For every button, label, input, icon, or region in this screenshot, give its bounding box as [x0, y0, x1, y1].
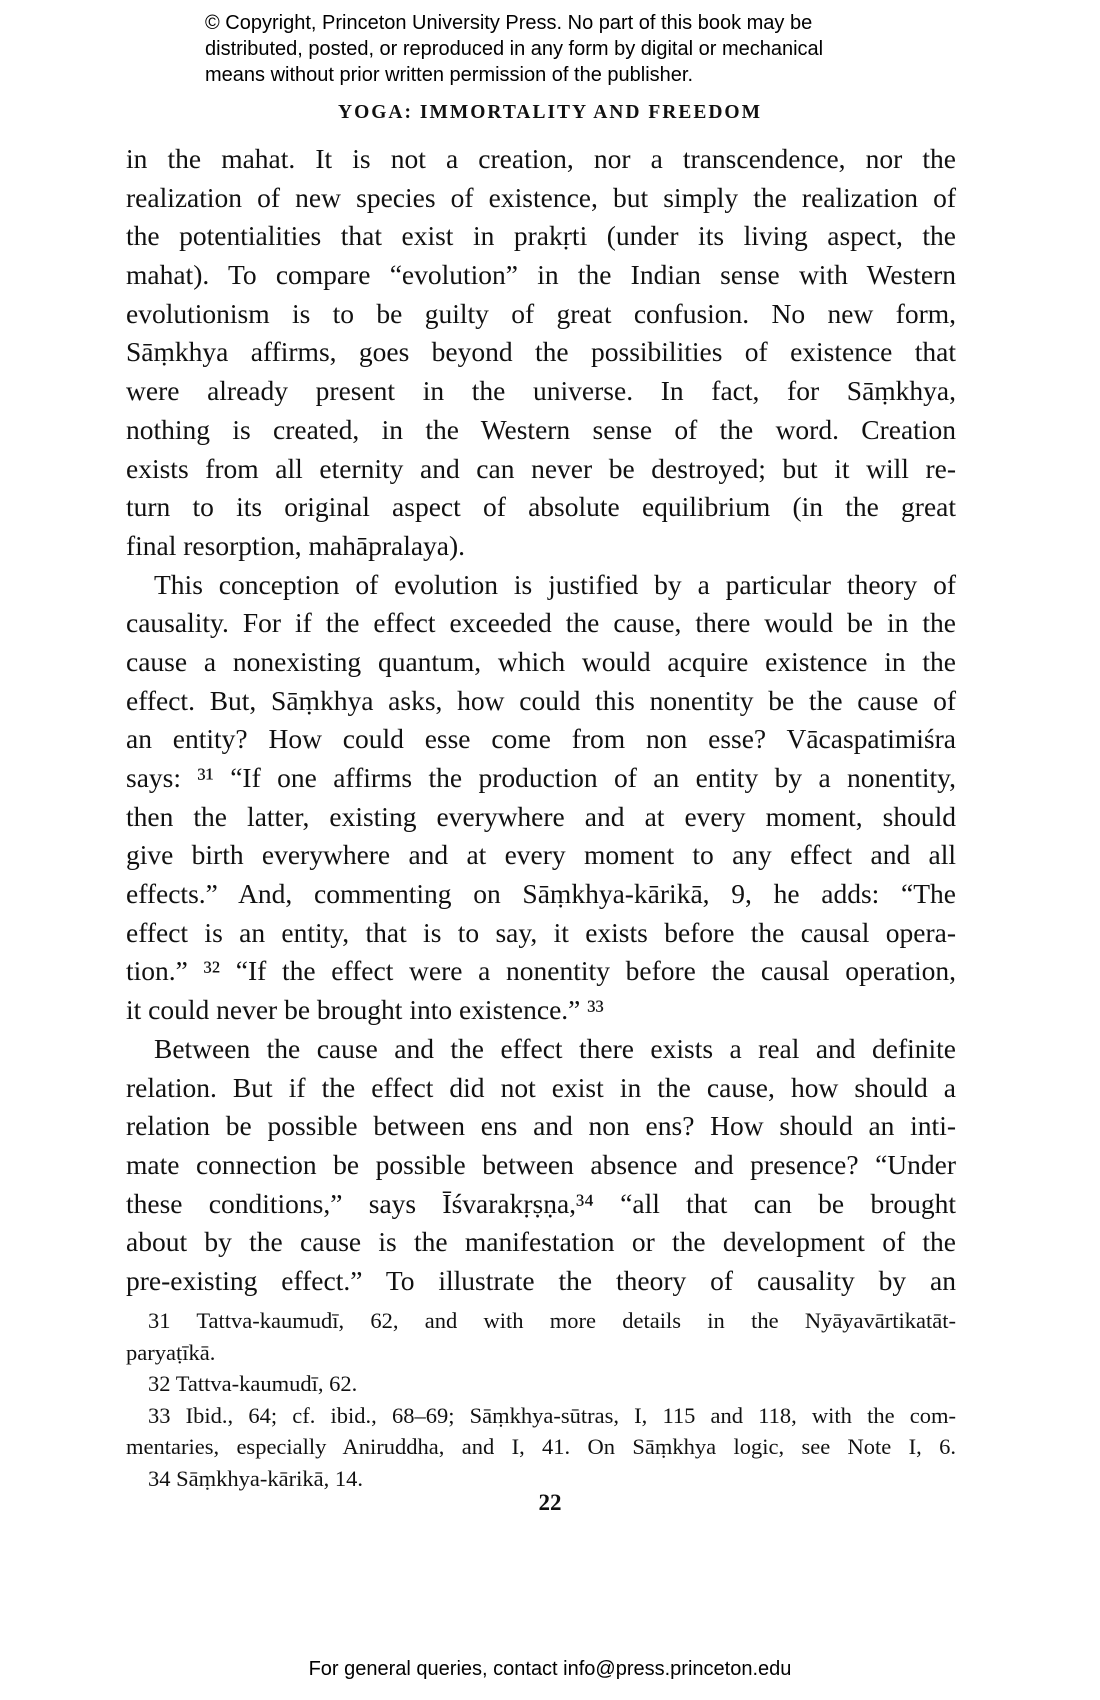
text-line: says: ³¹ “If one affirms the production of an entity by a nonentity, [126, 762, 956, 793]
text-line: effects.” And, commenting on Sāṃkhya-kārikā, 9, he adds: “The [126, 878, 956, 910]
copyright-line: distributed, posted, or reproduced in any form by digital or mechanical [205, 38, 824, 60]
text-line: evolutionism is to be guilty of great confusion. No new form, [126, 297, 956, 329]
text-line: causality. For if the effect exceeded the cause, there would be in the [126, 607, 956, 639]
text-line: mahat). To compare “evolution” in the Indian sense with Western [126, 259, 956, 291]
text-line: This conception of evolution is justified by a particular theory of [154, 568, 956, 600]
footnote-line: mentaries, especially Aniruddha, and I, 41. On Sāṃkhya logic, see Note I, 6. [126, 1434, 956, 1460]
text-line: cause a nonexisting quantum, which would acquire existence in the [126, 645, 956, 677]
text-line: final resorption, mahāpralaya). [126, 529, 466, 561]
text-line: tion.” ³² “If the effect were a nonentity before the causal operation, [126, 955, 956, 987]
text-line: relation. But if the effect did not exist in the cause, how should a [126, 1071, 956, 1103]
text-line: turn to its original aspect of absolute equilibrium (in the great [126, 491, 956, 523]
text-line: relation be possible between ens and non ens? How should an inti- [126, 1110, 956, 1142]
footnote-line: 32 Tattva-kaumudī, 62. [148, 1371, 358, 1397]
text-line: give birth everywhere and at every moment to any effect and all [126, 839, 956, 871]
running-head: YOGA: IMMORTALITY AND FREEDOM [337, 102, 762, 123]
text-line: pre-existing effect.” To illustrate the theory of causality by an [126, 1264, 956, 1296]
text-line: Between the cause and the effect there exists a real and definite [154, 1032, 956, 1064]
footnote-line: paryaṭīkā. [126, 1339, 216, 1365]
copyright-line: © Copyright, Princeton University Press. No part of this book may be [205, 12, 813, 34]
copyright-notice [205, 10, 985, 88]
text-line: the potentialities that exist in prakṛti (under its living aspect, the [126, 220, 956, 252]
text-line: it could never be brought into existence.” ³³ [126, 994, 604, 1026]
text-line: nothing is created, in the Western sense of the word. Creation [126, 413, 956, 445]
text-line: in the mahat. It is not a creation, nor a transcendence, nor the [126, 143, 956, 174]
text-line: effect is an entity, that is to say, it exists before the causal opera- [126, 916, 956, 948]
body-text [126, 140, 956, 1301]
page-number: 22 [538, 1490, 562, 1515]
footnote-line: 33 Ibid., 64; cf. ibid., 68–69; Sāṃkhya-sūtras, I, 115 and 118, with the com- [148, 1402, 956, 1428]
text-line: exists from all eternity and can never be destroyed; but it will re- [126, 452, 956, 484]
text-line: then the latter, existing everywhere and at every moment, should [126, 800, 956, 832]
text-line: Sāṃkhya affirms, goes beyond the possibilities of existence that [126, 336, 956, 368]
text-line: effect. But, Sāṃkhya asks, how could this nonentity be the cause of [126, 684, 956, 716]
text-line: mate connection be possible between absence and presence? “Under [126, 1148, 956, 1180]
text-line: an entity? How could esse come from non esse? Vācaspatimiśra [126, 723, 956, 755]
footnote-line: 34 Sāṃkhya-kārikā, 14. [148, 1465, 363, 1491]
footnote-line: 31 Tattva-kaumudī, 62, and with more details in the Nyāyavārtikatāt- [148, 1308, 956, 1333]
text-line: about by the cause is the manifestation or the development of the [126, 1226, 956, 1258]
contact-footer: For general queries, contact info@press.princeton.edu [308, 1658, 792, 1680]
footnotes [126, 1305, 956, 1495]
text-line: these conditions,” says Īśvarakṛṣṇa,³⁴ “all that can be brought [126, 1187, 956, 1219]
copyright-line: means without prior written permission of the publisher. [205, 64, 694, 86]
text-line: were already present in the universe. In fact, for Sāṃkhya, [126, 375, 956, 407]
text-line: realization of new species of existence, but simply the realization of [126, 181, 956, 213]
